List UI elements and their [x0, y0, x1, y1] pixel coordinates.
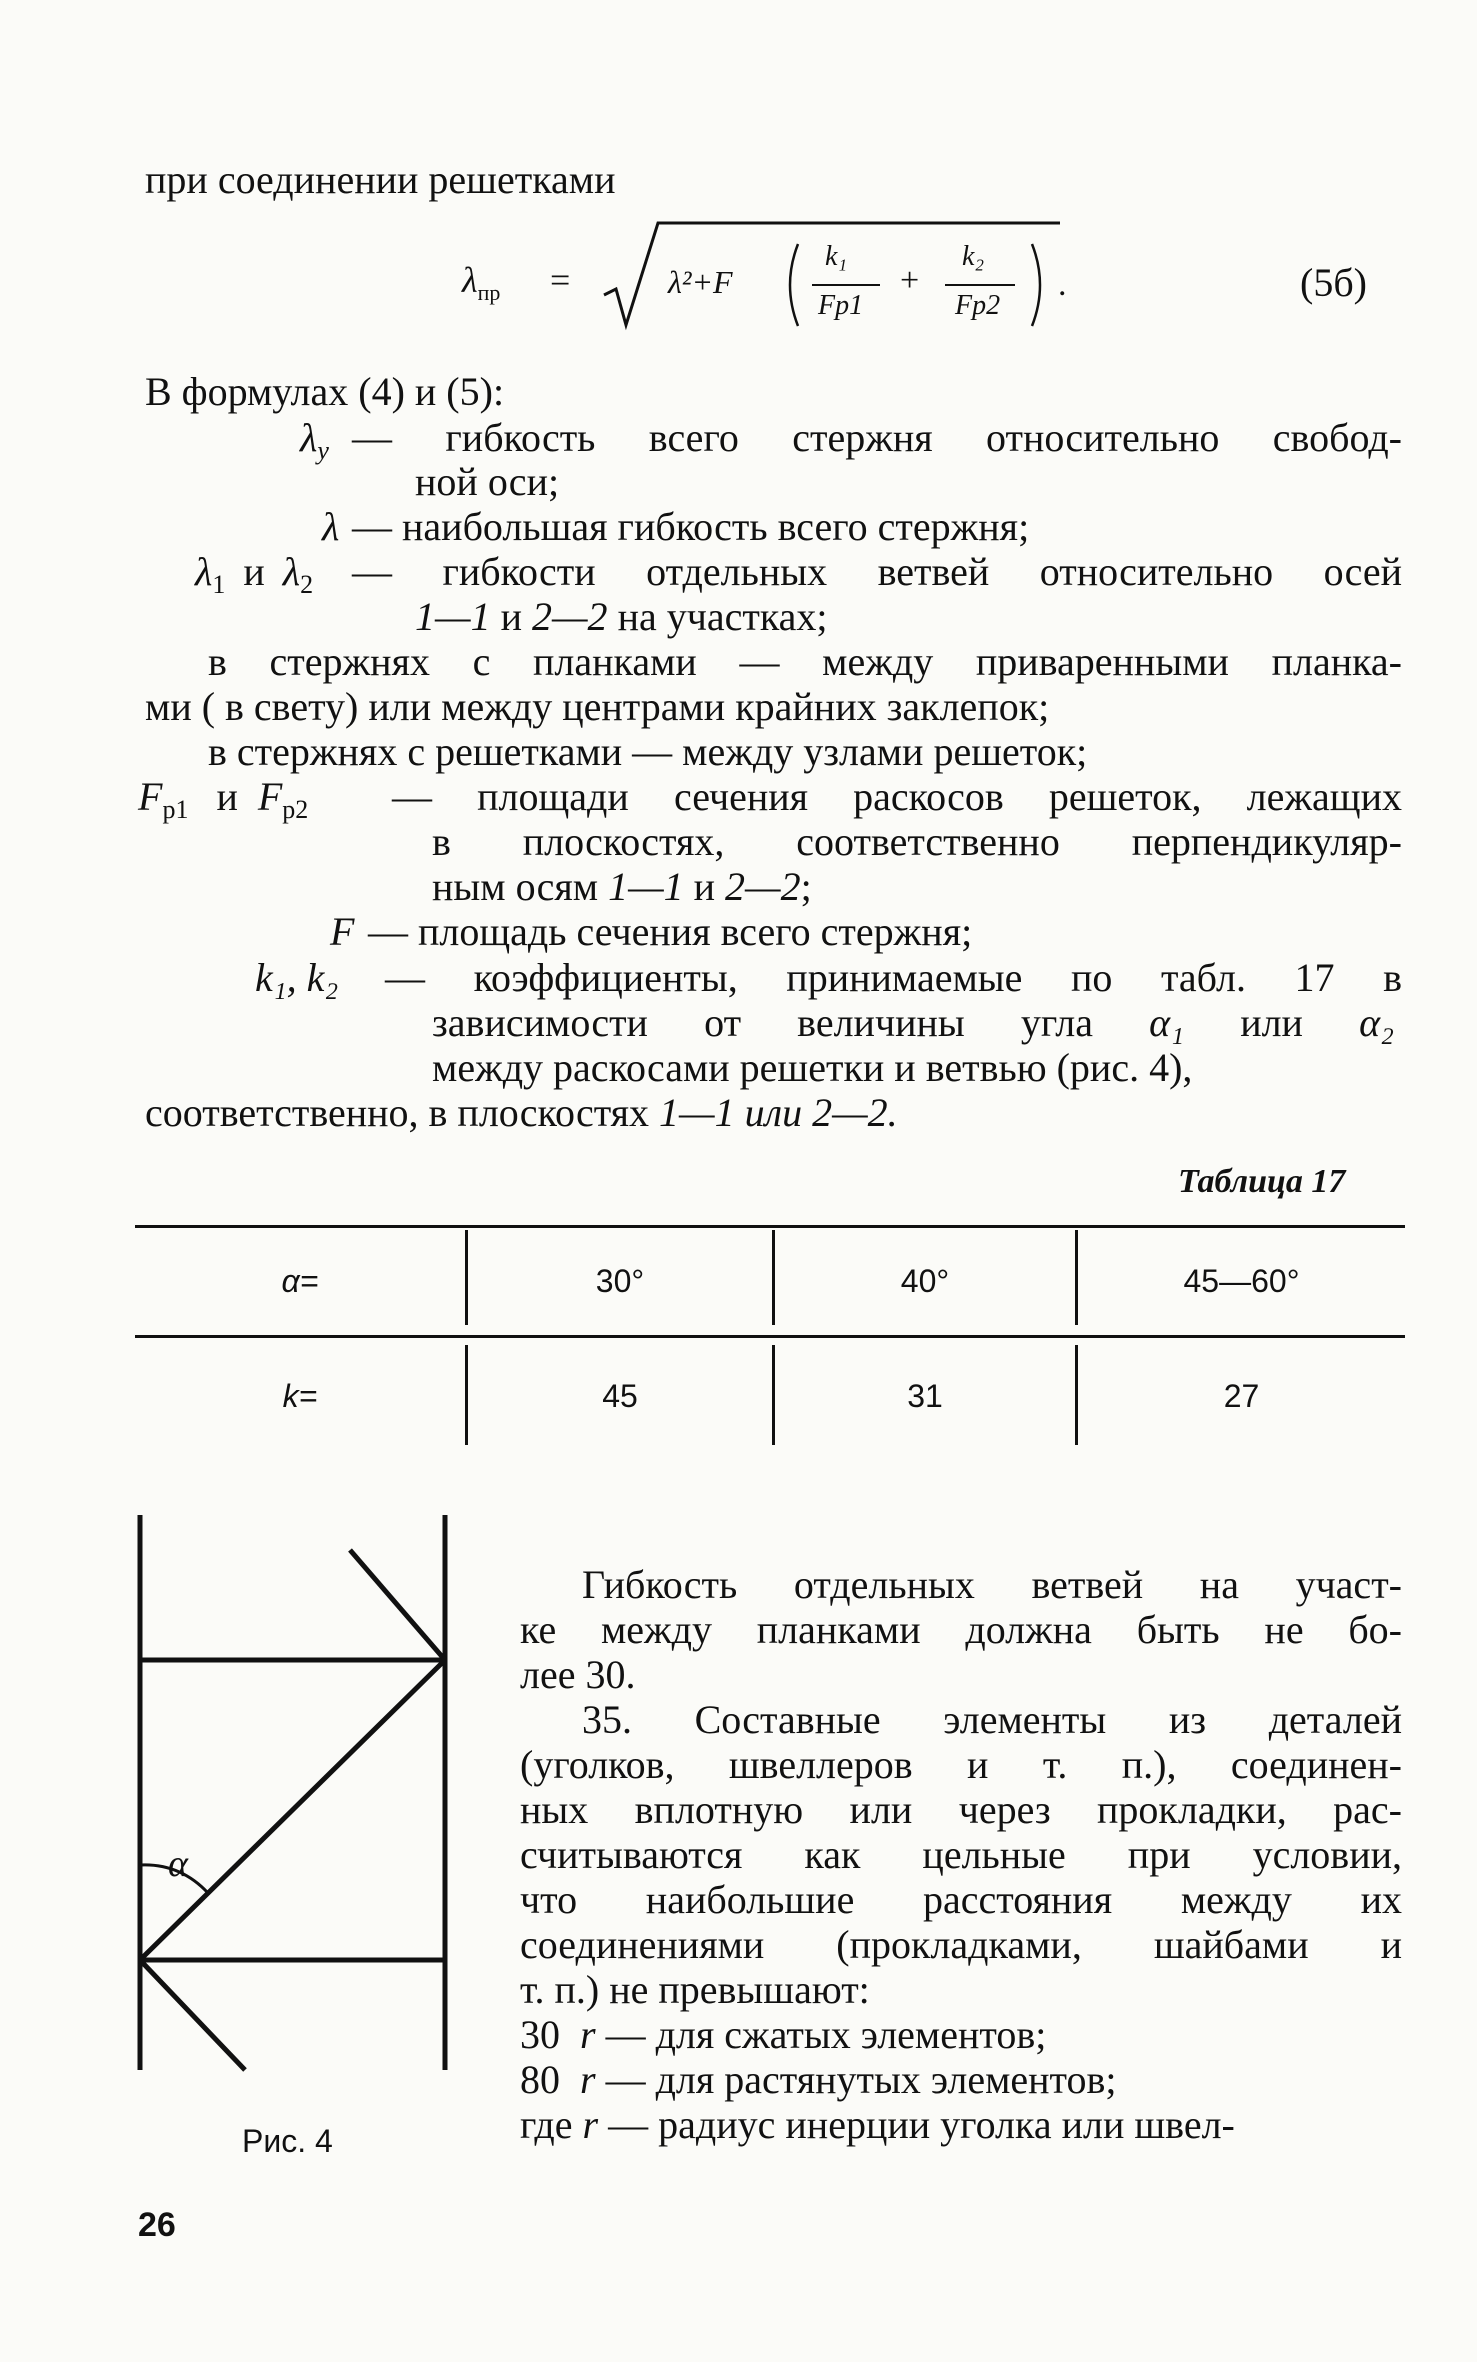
table-header-cell: 45—60° — [1183, 1263, 1300, 1299]
planks-line1: в стержнях с планками — между приваренными планка- — [208, 639, 1402, 684]
symbol-lambda: λ — [322, 504, 340, 549]
figure-caption: Рис. 4 — [242, 2123, 333, 2159]
formula-k1: k₁ — [825, 241, 848, 272]
formula-dot: . — [1058, 266, 1067, 303]
right-p2-line: соединениями (прокладками, шайбами и — [520, 1922, 1402, 1967]
def-lambda-y-line2: ной оси; — [415, 459, 560, 504]
def-k-line3: между раскосами решетки и ветвью (рис. 4), — [432, 1045, 1193, 1090]
lattice-line: в стержнях с решетками — между узлами решеток; — [208, 729, 1088, 774]
table-mid-rule — [135, 1335, 1405, 1338]
page-number: 26 — [138, 2206, 176, 2244]
table-row-cell: 45 — [602, 1378, 638, 1414]
symbol-lambda-y: $\lambda_y$ — [300, 415, 329, 465]
formula-eq: = — [550, 260, 571, 300]
formula-k2: k₂ — [962, 241, 985, 272]
def-lambda: — наибольшая гибкость всего стержня; — [352, 504, 1030, 549]
intro-text: при соединении решетками — [145, 157, 616, 202]
right-last-line: где r — радиус инерции уголка или швел- — [520, 2102, 1235, 2147]
table-header-cell: α= — [281, 1263, 319, 1299]
right-p2-line: ных вплотную или через прокладки, рас- — [520, 1787, 1402, 1832]
def-f: — площадь сечения всего стержня; — [368, 909, 973, 954]
symbol-lambda-1-2: $\lambda_1$ и $\lambda_2$ — [195, 549, 314, 599]
formula-lambda-sq: λ²+F — [668, 264, 733, 300]
symbol-f: F — [330, 909, 355, 954]
table-header-cell: 30° — [595, 1263, 645, 1299]
def-lambda-y-line1: — гибкость всего стержня относительно свобод- — [352, 415, 1402, 460]
figure-4-diagram — [120, 1515, 480, 2075]
formula-number: (5б) — [1300, 260, 1367, 305]
formula-fp2: Fp2 — [955, 290, 1001, 321]
right-p1-line: лее 30. — [520, 1652, 636, 1697]
table-top-rule — [135, 1225, 1405, 1228]
def-fp-line3: ным осям 1—1 и 2—2; — [432, 864, 812, 909]
right-p1-line: ке между планками должна быть не бо- — [520, 1607, 1402, 1652]
def-k-line4: соответственно, в плоскостях 1—1 или 2—2. — [145, 1090, 898, 1135]
planks-line2: ми ( в свету) или между центрами крайних заклепок; — [145, 684, 1050, 729]
table-row-cell: 27 — [1223, 1378, 1260, 1414]
def-k-line1: — коэффициенты, принимаемые по табл. 17 в — [385, 955, 1402, 1000]
def-lambda-1-2-line1: — гибкости отдельных ветвей относительно осей — [352, 549, 1402, 594]
right-p1-line: Гибкость отдельных ветвей на участ- — [582, 1562, 1402, 1607]
right-p2-line: считываются как цельные при условии, — [520, 1832, 1402, 1877]
table-caption: Таблица 17 — [1178, 1163, 1346, 1200]
def-lambda-1-2-line2: 1—1 и 2—2 на участках; — [415, 594, 828, 639]
formula-fp1: Fp1 — [818, 290, 864, 321]
right-p2-line: 35. Составные элементы из деталей — [582, 1697, 1402, 1742]
list-item-tensile: 80 r — для растянутых элементов; — [520, 2057, 1117, 2102]
right-p2-line: что наибольшие расстояния между их — [520, 1877, 1402, 1922]
right-p2-line: (уголков, швеллеров и т. п.), соединен- — [520, 1742, 1402, 1787]
right-p2-line: т. п.) не превышают: — [520, 1967, 870, 2012]
symbol-fp: $F_{p1}$ и $F_{p2}$ — [138, 774, 309, 824]
table-header-cell: 40° — [900, 1263, 950, 1299]
symbol-k: k₁, k₂ — [255, 955, 339, 1000]
formula-plus: + — [900, 262, 920, 299]
formulas-heading: В формулах (4) и (5): — [145, 369, 505, 414]
def-fp-line1: — площади сечения раскосов решеток, лежащих — [392, 774, 1402, 819]
def-k-line2: зависимости от величины угла α₁ или α₂ — [432, 1000, 1395, 1045]
table-row-cell: k= — [282, 1378, 318, 1414]
list-item-compressed: 30 r — для сжатых элементов; — [520, 2012, 1047, 2057]
def-fp-line2: в плоскостях, соответственно перпендикуляр- — [432, 819, 1402, 864]
figure-angle-label: α — [168, 1843, 188, 1885]
table-row-cell: 31 — [907, 1378, 943, 1414]
formula-lhs: $\lambda_{пр}$ — [462, 260, 501, 305]
